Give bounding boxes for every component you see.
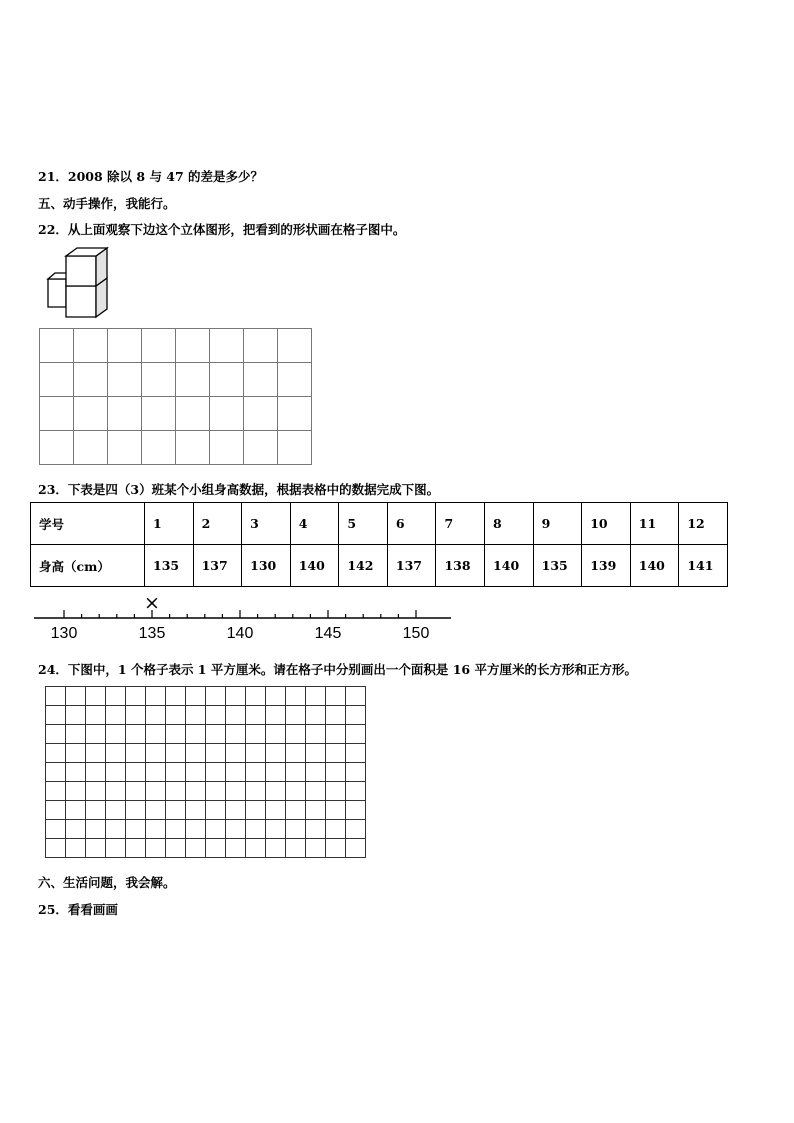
- row-label-height: 身高（cm）: [31, 545, 145, 587]
- grid-cell[interactable]: [166, 839, 186, 858]
- grid-cell[interactable]: [166, 820, 186, 839]
- question-22: 22．从上面观察下边这个立体图形，把看到的形状画在格子图中。: [38, 222, 406, 237]
- grid-cell[interactable]: [86, 687, 106, 706]
- grid-cell[interactable]: [86, 820, 106, 839]
- grid-cell[interactable]: [142, 431, 176, 465]
- grid-cell[interactable]: [166, 782, 186, 801]
- grid-cell[interactable]: [186, 801, 206, 820]
- cube-left-front: [48, 279, 66, 307]
- number-line-label: 150: [402, 625, 430, 642]
- grid-cell[interactable]: [306, 801, 326, 820]
- grid-cell[interactable]: [186, 725, 206, 744]
- grid-cell[interactable]: [166, 744, 186, 763]
- height-cell: 135: [145, 545, 194, 587]
- grid-cell[interactable]: [286, 744, 306, 763]
- grid-cell[interactable]: [46, 744, 66, 763]
- table-row-ids: [31, 503, 728, 545]
- number-line-label: 145: [314, 625, 342, 642]
- grid-cell[interactable]: [186, 839, 206, 858]
- student-id-cell: 1: [145, 503, 194, 545]
- grid-cell[interactable]: [286, 839, 306, 858]
- grid-cell[interactable]: [40, 397, 74, 431]
- grid-cell[interactable]: [346, 782, 366, 801]
- grid-cell[interactable]: [106, 744, 126, 763]
- grid-cell[interactable]: [206, 782, 226, 801]
- grid-cell[interactable]: [46, 687, 66, 706]
- grid-cell[interactable]: [126, 687, 146, 706]
- grid-cell[interactable]: [146, 706, 166, 725]
- grid-cell[interactable]: [66, 801, 86, 820]
- grid-cell[interactable]: [210, 329, 244, 363]
- grid-cell[interactable]: [146, 744, 166, 763]
- question-24: 24．下图中，1 个格子表示 1 平方厘米。请在格子中分别画出一个面积是 16 平方厘米的长方形和正方形。: [38, 662, 637, 677]
- grid-cell[interactable]: [166, 706, 186, 725]
- grid-cell[interactable]: [86, 706, 106, 725]
- grid-cell[interactable]: [326, 801, 346, 820]
- grid-cell[interactable]: [66, 839, 86, 858]
- grid-cell[interactable]: [246, 706, 266, 725]
- grid-cell[interactable]: [244, 363, 278, 397]
- student-id-cell: 9: [533, 503, 582, 545]
- grid-cell[interactable]: [46, 782, 66, 801]
- grid-cell[interactable]: [186, 820, 206, 839]
- grid-cell[interactable]: [186, 687, 206, 706]
- row-label-id: 学号: [31, 503, 145, 545]
- grid-cell[interactable]: [246, 687, 266, 706]
- grid-cell[interactable]: [206, 706, 226, 725]
- student-id-cell: 2: [193, 503, 242, 545]
- cube-bottom-front: [66, 286, 96, 317]
- grid-cell[interactable]: [306, 782, 326, 801]
- height-cell: 130: [242, 545, 291, 587]
- section-6-heading: 六、生活问题，我会解。: [38, 875, 176, 890]
- table-row-heights: [31, 545, 728, 587]
- grid-cell[interactable]: [186, 744, 206, 763]
- height-cell: 138: [436, 545, 485, 587]
- grid-cell[interactable]: [74, 397, 108, 431]
- student-id-cell: 8: [485, 503, 534, 545]
- grid-cell[interactable]: [226, 763, 246, 782]
- grid-cell[interactable]: [126, 763, 146, 782]
- grid-cell[interactable]: [206, 744, 226, 763]
- grid-cell[interactable]: [40, 329, 74, 363]
- number-line: [34, 594, 454, 644]
- grid-cell[interactable]: [266, 744, 286, 763]
- grid-cell[interactable]: [40, 363, 74, 397]
- grid-cell[interactable]: [126, 782, 146, 801]
- grid-cell[interactable]: [226, 782, 246, 801]
- grid-cell[interactable]: [206, 725, 226, 744]
- grid-cell[interactable]: [244, 431, 278, 465]
- student-id-cell: 12: [679, 503, 728, 545]
- grid-cell[interactable]: [106, 782, 126, 801]
- grid-cell[interactable]: [146, 801, 166, 820]
- grid-cell[interactable]: [146, 725, 166, 744]
- grid-cell[interactable]: [286, 763, 306, 782]
- grid-cell[interactable]: [206, 687, 226, 706]
- grid-cell[interactable]: [106, 839, 126, 858]
- grid-cell[interactable]: [46, 801, 66, 820]
- grid-cell[interactable]: [226, 744, 246, 763]
- height-cell: 135: [533, 545, 582, 587]
- grid-cell[interactable]: [146, 839, 166, 858]
- grid-cell[interactable]: [176, 431, 210, 465]
- grid-cell[interactable]: [346, 820, 366, 839]
- height-table: [30, 502, 728, 587]
- grid-cell[interactable]: [176, 397, 210, 431]
- grid-cell[interactable]: [226, 706, 246, 725]
- student-id-cell: 5: [339, 503, 388, 545]
- grid-cell[interactable]: [126, 839, 146, 858]
- height-cell: 140: [630, 545, 679, 587]
- grid-cell[interactable]: [86, 744, 106, 763]
- grid-cell[interactable]: [86, 782, 106, 801]
- student-id-cell: 7: [436, 503, 485, 545]
- grid-cell[interactable]: [266, 782, 286, 801]
- grid-cell[interactable]: [286, 820, 306, 839]
- cube-figure: [46, 246, 126, 320]
- grid-cell[interactable]: [326, 782, 346, 801]
- grid-cell[interactable]: [306, 744, 326, 763]
- grid-cell[interactable]: [206, 820, 226, 839]
- grid-cell[interactable]: [286, 687, 306, 706]
- grid-cell[interactable]: [126, 801, 146, 820]
- grid-cell[interactable]: [46, 706, 66, 725]
- question-25: 25．看看画画: [38, 902, 118, 917]
- grid-cell[interactable]: [326, 706, 346, 725]
- grid-cell[interactable]: [244, 329, 278, 363]
- grid-cell[interactable]: [246, 763, 266, 782]
- grid-cell[interactable]: [346, 687, 366, 706]
- grid-cell[interactable]: [146, 763, 166, 782]
- grid-cell[interactable]: [246, 820, 266, 839]
- grid-cell[interactable]: [106, 763, 126, 782]
- grid-cell[interactable]: [326, 744, 346, 763]
- grid-cell[interactable]: [206, 801, 226, 820]
- grid-cell[interactable]: [206, 839, 226, 858]
- grid-cell[interactable]: [346, 744, 366, 763]
- grid-cell[interactable]: [306, 687, 326, 706]
- number-line-marker: ×: [144, 592, 160, 614]
- student-id-cell: 3: [242, 503, 291, 545]
- grid-cell[interactable]: [306, 839, 326, 858]
- grid-cell[interactable]: [176, 363, 210, 397]
- grid-cell[interactable]: [326, 820, 346, 839]
- grid-cell[interactable]: [74, 363, 108, 397]
- grid-cell[interactable]: [108, 363, 142, 397]
- grid-cell[interactable]: [266, 820, 286, 839]
- grid-cell[interactable]: [278, 431, 312, 465]
- grid-cell[interactable]: [66, 687, 86, 706]
- grid-cell[interactable]: [266, 763, 286, 782]
- grid-cell[interactable]: [266, 687, 286, 706]
- number-line-label: 135: [138, 625, 166, 642]
- grid-cell[interactable]: [126, 725, 146, 744]
- grid-cell[interactable]: [106, 706, 126, 725]
- height-cell: 141: [679, 545, 728, 587]
- grid-cell[interactable]: [246, 744, 266, 763]
- height-cell: 137: [193, 545, 242, 587]
- grid-cell[interactable]: [226, 820, 246, 839]
- grid-cell[interactable]: [346, 763, 366, 782]
- grid-cell[interactable]: [66, 744, 86, 763]
- grid-cell[interactable]: [346, 801, 366, 820]
- grid-cell[interactable]: [86, 839, 106, 858]
- height-cell: 139: [582, 545, 631, 587]
- grid-cell[interactable]: [246, 839, 266, 858]
- grid-cell[interactable]: [266, 706, 286, 725]
- grid-cell[interactable]: [86, 763, 106, 782]
- height-cell: 140: [290, 545, 339, 587]
- grid-cell[interactable]: [246, 782, 266, 801]
- grid-cell[interactable]: [186, 782, 206, 801]
- grid-cell[interactable]: [166, 763, 186, 782]
- grid-cell[interactable]: [126, 744, 146, 763]
- grid-cell[interactable]: [346, 725, 366, 744]
- grid-cell[interactable]: [286, 725, 306, 744]
- grid-cell[interactable]: [166, 801, 186, 820]
- grid-cell[interactable]: [108, 397, 142, 431]
- grid-cell[interactable]: [346, 839, 366, 858]
- grid-cell[interactable]: [226, 839, 246, 858]
- grid-cell[interactable]: [210, 363, 244, 397]
- grid-cell[interactable]: [286, 706, 306, 725]
- grid-cell[interactable]: [46, 725, 66, 744]
- height-cell: 140: [485, 545, 534, 587]
- grid-cell[interactable]: [74, 431, 108, 465]
- grid-cell[interactable]: [146, 687, 166, 706]
- grid-cell[interactable]: [210, 397, 244, 431]
- grid-cell[interactable]: [146, 820, 166, 839]
- grid-cell[interactable]: [66, 725, 86, 744]
- grid-cell[interactable]: [106, 801, 126, 820]
- grid-cell[interactable]: [86, 725, 106, 744]
- grid-cell[interactable]: [142, 329, 176, 363]
- grid-cell[interactable]: [306, 763, 326, 782]
- number-line-label: 130: [50, 625, 78, 642]
- grid-cell[interactable]: [266, 801, 286, 820]
- grid-cell[interactable]: [206, 763, 226, 782]
- grid-cell[interactable]: [244, 397, 278, 431]
- student-id-cell: 6: [387, 503, 436, 545]
- grid-cell[interactable]: [108, 431, 142, 465]
- grid-cell[interactable]: [266, 839, 286, 858]
- height-cell: 137: [387, 545, 436, 587]
- grid-cell[interactable]: [326, 687, 346, 706]
- grid-cell[interactable]: [246, 801, 266, 820]
- grid-cell[interactable]: [306, 706, 326, 725]
- grid-cell[interactable]: [126, 706, 146, 725]
- student-id-cell: 10: [582, 503, 631, 545]
- grid-cell[interactable]: [266, 725, 286, 744]
- grid-cell[interactable]: [306, 820, 326, 839]
- grid-cell[interactable]: [142, 397, 176, 431]
- drawing-grid-q22[interactable]: [39, 328, 312, 465]
- grid-cell[interactable]: [66, 763, 86, 782]
- grid-cell[interactable]: [226, 801, 246, 820]
- student-id-cell: 11: [630, 503, 679, 545]
- number-line-label: 140: [226, 625, 254, 642]
- grid-cell[interactable]: [166, 687, 186, 706]
- question-23: 23．下表是四（3）班某个小组身高数据，根据表格中的数据完成下图。: [38, 482, 440, 497]
- grid-cell[interactable]: [106, 725, 126, 744]
- grid-cell[interactable]: [226, 725, 246, 744]
- grid-cell[interactable]: [146, 782, 166, 801]
- grid-cell[interactable]: [66, 820, 86, 839]
- student-id-cell: 4: [290, 503, 339, 545]
- grid-cell[interactable]: [46, 763, 66, 782]
- grid-cell[interactable]: [306, 725, 326, 744]
- grid-cell[interactable]: [46, 820, 66, 839]
- grid-cell[interactable]: [126, 820, 146, 839]
- grid-cell[interactable]: [278, 329, 312, 363]
- grid-cell[interactable]: [40, 431, 74, 465]
- drawing-grid-q24[interactable]: [45, 686, 366, 858]
- grid-cell[interactable]: [246, 725, 266, 744]
- grid-cell[interactable]: [286, 782, 306, 801]
- grid-cell[interactable]: [106, 820, 126, 839]
- grid-cell[interactable]: [142, 363, 176, 397]
- grid-cell[interactable]: [326, 839, 346, 858]
- grid-cell[interactable]: [66, 782, 86, 801]
- grid-cell[interactable]: [166, 725, 186, 744]
- grid-cell[interactable]: [346, 706, 366, 725]
- grid-cell[interactable]: [176, 329, 210, 363]
- grid-cell[interactable]: [286, 801, 306, 820]
- grid-cell[interactable]: [226, 687, 246, 706]
- grid-cell[interactable]: [106, 687, 126, 706]
- height-cell: 142: [339, 545, 388, 587]
- grid-cell[interactable]: [46, 839, 66, 858]
- section-5-heading: 五、动手操作，我能行。: [38, 196, 176, 211]
- cube-top-front: [66, 256, 96, 286]
- grid-cell[interactable]: [326, 725, 346, 744]
- grid-cell[interactable]: [278, 397, 312, 431]
- question-21: 21．2008 除以 8 与 47 的差是多少？: [38, 169, 264, 184]
- grid-cell[interactable]: [74, 329, 108, 363]
- grid-cell[interactable]: [278, 363, 312, 397]
- grid-cell[interactable]: [210, 431, 244, 465]
- grid-cell[interactable]: [108, 329, 142, 363]
- grid-cell[interactable]: [86, 801, 106, 820]
- grid-cell[interactable]: [186, 706, 206, 725]
- grid-cell[interactable]: [326, 763, 346, 782]
- grid-cell[interactable]: [186, 763, 206, 782]
- grid-cell[interactable]: [66, 706, 86, 725]
